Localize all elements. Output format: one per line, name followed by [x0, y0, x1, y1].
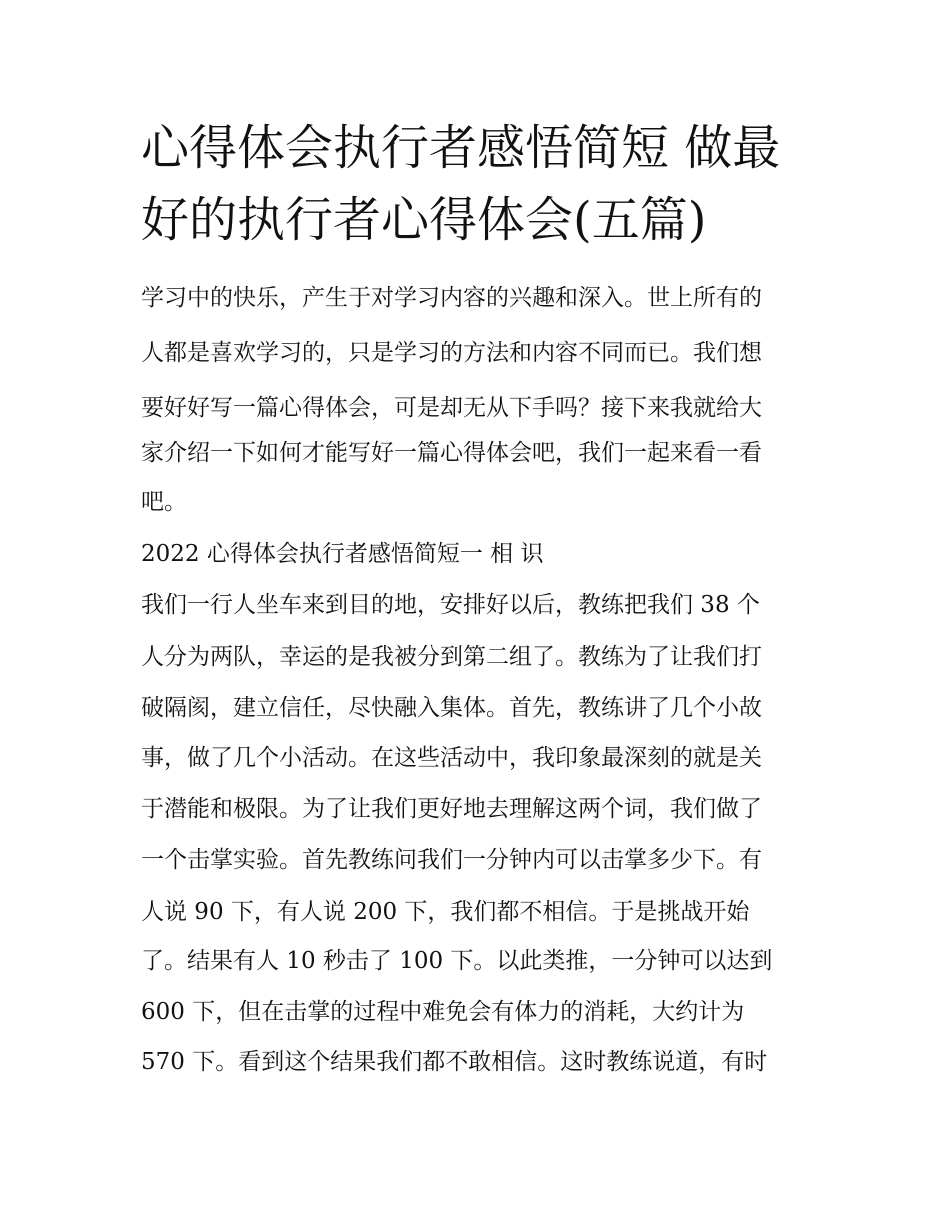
body-line-3: 破隔阂，建立信任，尽快融入集体。首先，教练讲了几个小故	[141, 695, 762, 721]
section-heading: 2022 心得体会执行者感悟简短一 相 识	[141, 541, 544, 567]
intro-line-5: 吧。	[141, 489, 187, 515]
title-line-2: 好的执行者心得体会(五篇)	[141, 192, 707, 248]
intro-line-3: 要好好写一篇心得体会，可是却无从下手吗？接下来我就给大	[141, 395, 762, 421]
body-line-7: 人说 90 下，有人说 200 下，我们都不相信。于是挑战开始	[141, 899, 750, 925]
intro-line-4: 家介绍一下如何才能写好一篇心得体会吧，我们一起来看一看	[141, 440, 762, 466]
intro-line-1: 学习中的快乐，产生于对学习内容的兴趣和深入。世上所有的	[141, 285, 762, 311]
body-line-4: 事，做了几个小活动。在这些活动中，我印象最深刻的就是关	[141, 745, 762, 771]
body-line-1: 我们一行人坐车来到目的地，安排好以后，教练把我们 38 个	[141, 592, 760, 618]
body-line-10: 570 下。看到这个结果我们都不敢相信。这时教练说道，有时	[141, 1049, 768, 1075]
body-line-6: 一个击掌实验。首先教练问我们一分钟内可以击掌多少下。有	[141, 847, 762, 873]
document-title	[141, 112, 841, 256]
body-line-5: 于潜能和极限。为了让我们更好地去理解这两个词，我们做了	[141, 796, 762, 822]
body-line-2: 人分为两队，幸运的是我被分到第二组了。教练为了让我们打	[141, 644, 762, 670]
title-line-1: 心得体会执行者感悟简短 做最	[141, 120, 781, 176]
intro-line-2: 人都是喜欢学习的，只是学习的方法和内容不同而已。我们想	[141, 340, 762, 366]
body-line-9: 600 下，但在击掌的过程中难免会有体力的消耗，大约计为	[141, 999, 745, 1025]
body-line-8: 了。结果有人 10 秒击了 100 下。以此类推，一分钟可以达到	[141, 948, 773, 974]
